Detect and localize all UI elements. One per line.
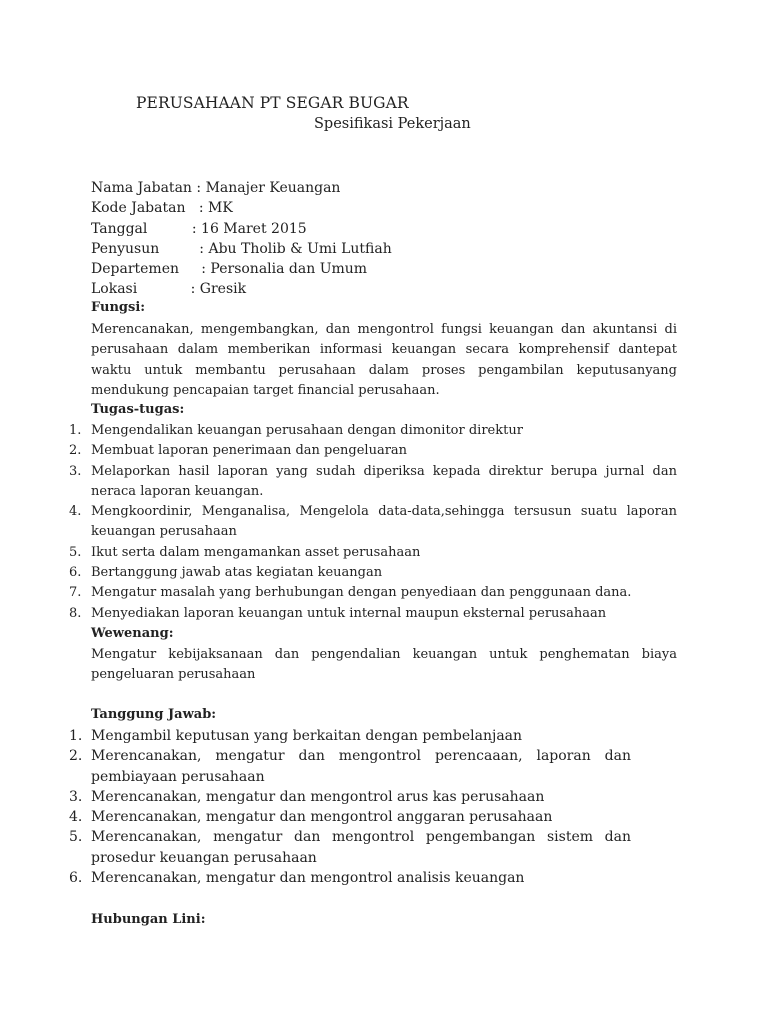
meta-value: Gresik: [199, 281, 247, 298]
list-item: [0, 868, 677, 888]
list-item-text: Membuat laporan penerimaan dan pengeluaran: [91, 443, 408, 459]
heading-tugas: Tugas-tugas:: [91, 402, 185, 417]
list-number: 5.: [69, 544, 82, 560]
meta-key: Lokasi: [91, 281, 138, 298]
meta-key: Tanggal: [91, 220, 148, 237]
meta-row-penyusun: [91, 239, 392, 259]
list-item: [0, 807, 677, 827]
meta-row-lokasi: [91, 279, 392, 299]
meta-key: Nama Jabatan: [91, 180, 192, 196]
list-item: [0, 726, 677, 746]
list-item: [0, 421, 677, 441]
meta-row-nama-jabatan: [91, 178, 392, 198]
meta-key: Penyusun: [91, 240, 160, 257]
job-metadata: [91, 178, 392, 300]
meta-sep: :: [191, 180, 206, 196]
list-item-text: Melaporkan hasil laporan yang sudah diperiksa kepada direktur berupa jurnal dan neraca laporan keuangan.: [91, 463, 677, 499]
meta-value: 16 Maret 2015: [201, 220, 307, 237]
list-tugas: [0, 421, 768, 624]
list-item-text: Merencanakan, mengatur dan mengontrol perencaaan, laporan dan pembiayaan perusahaan: [91, 748, 631, 785]
meta-sep: :: [137, 281, 200, 298]
company-name: PERUSAHAAN PT SEGAR BUGAR: [136, 94, 409, 112]
list-item-text: Menyediakan laporan keuangan untuk internal maupun eksternal perusahaan: [91, 605, 607, 621]
list-item-text: Mengkoordinir, Menganalisa, Mengelola data-data,sehingga tersusun suatu laporan keuangan perusahaan: [91, 504, 677, 540]
list-item: [0, 583, 677, 603]
list-number: 4.: [69, 504, 82, 520]
list-item-text: Mengatur masalah yang berhubungan dengan penyediaan dan penggunaan dana.: [91, 585, 632, 601]
meta-row-tanggal: [91, 219, 392, 239]
list-item: [0, 787, 677, 807]
list-item-text: Mengambil keputusan yang berkaitan dengan pembelanjaan: [91, 728, 523, 744]
list-item: [0, 563, 677, 583]
meta-row-kode-jabatan: [91, 198, 392, 218]
meta-sep: :: [147, 220, 202, 237]
heading-tanggung-jawab: Tanggung Jawab:: [91, 707, 217, 722]
list-item-text: Mengendalikan keuangan perusahaan dengan dimonitor direktur: [91, 423, 523, 438]
list-item: [0, 604, 677, 624]
meta-value: Personalia dan Umum: [210, 261, 368, 278]
heading-fungsi: Fungsi:: [91, 300, 146, 315]
list-number: 4.: [69, 809, 83, 826]
list-item-text: Merencanakan, mengatur dan mengontrol pengembangan sistem dan prosedur keuangan perusahaan: [91, 829, 631, 866]
list-item-text: Merencanakan, mengatur dan mengontrol analisis keuangan: [91, 870, 525, 887]
list-number: 8.: [69, 605, 82, 621]
list-number: 1.: [69, 423, 82, 438]
list-number: 2.: [69, 748, 83, 765]
list-number: 7.: [69, 585, 82, 601]
list-number: 6.: [69, 870, 83, 887]
list-number: 3.: [69, 788, 83, 805]
meta-sep: :: [185, 200, 208, 217]
list-item-text: Ikut serta dalam mengamankan asset perusahaan: [91, 544, 421, 560]
list-item: [0, 462, 677, 503]
meta-value: Abu Tholib & Umi Lutfiah: [208, 240, 392, 257]
heading-hubungan-lini: Hubungan Lini:: [91, 912, 206, 927]
meta-key: Kode Jabatan: [91, 200, 186, 217]
list-number: 3.: [69, 463, 82, 479]
meta-value: Manajer Keuangan: [205, 180, 341, 196]
heading-wewenang: Wewenang:: [91, 626, 174, 641]
meta-key: Departemen: [91, 261, 179, 278]
list-item: [0, 827, 631, 868]
list-item-text: Bertanggung jawab atas kegiatan keuangan: [91, 565, 383, 581]
list-item: [0, 746, 631, 787]
list-item-text: Merencanakan, mengatur dan mengontrol arus kas perusahaan: [91, 788, 545, 805]
paragraph-fungsi: Merencanakan, mengembangkan, dan mengontrol fungsi keuangan dan akuntansi di perusahaan dalam memberikan informasi keuangan secara komprehensif dantepat waktu untuk membantu perusahaan dalam proses pengambilan keputusanyang mendukung pencapaian target financial perusahaan.: [91, 322, 677, 398]
meta-sep: :: [159, 240, 209, 257]
list-item: [0, 502, 677, 543]
meta-value: MK: [208, 200, 233, 217]
list-tanggung-jawab: [0, 726, 768, 888]
list-item: [0, 441, 677, 461]
list-number: 2.: [69, 443, 82, 459]
document-subtitle: Spesifikasi Pekerjaan: [314, 116, 471, 132]
meta-sep: :: [179, 261, 211, 278]
list-number: 5.: [69, 829, 83, 846]
list-item-text: Merencanakan, mengatur dan mengontrol anggaran perusahaan: [91, 809, 553, 826]
paragraph-wewenang: Mengatur kebijaksanaan dan pengendalian keuangan untuk penghematan biaya pengeluaran perusahaan: [91, 647, 677, 683]
list-number: 1.: [69, 728, 83, 744]
list-number: 6.: [69, 565, 82, 581]
list-item: [0, 543, 677, 563]
meta-row-departemen: [91, 259, 392, 279]
